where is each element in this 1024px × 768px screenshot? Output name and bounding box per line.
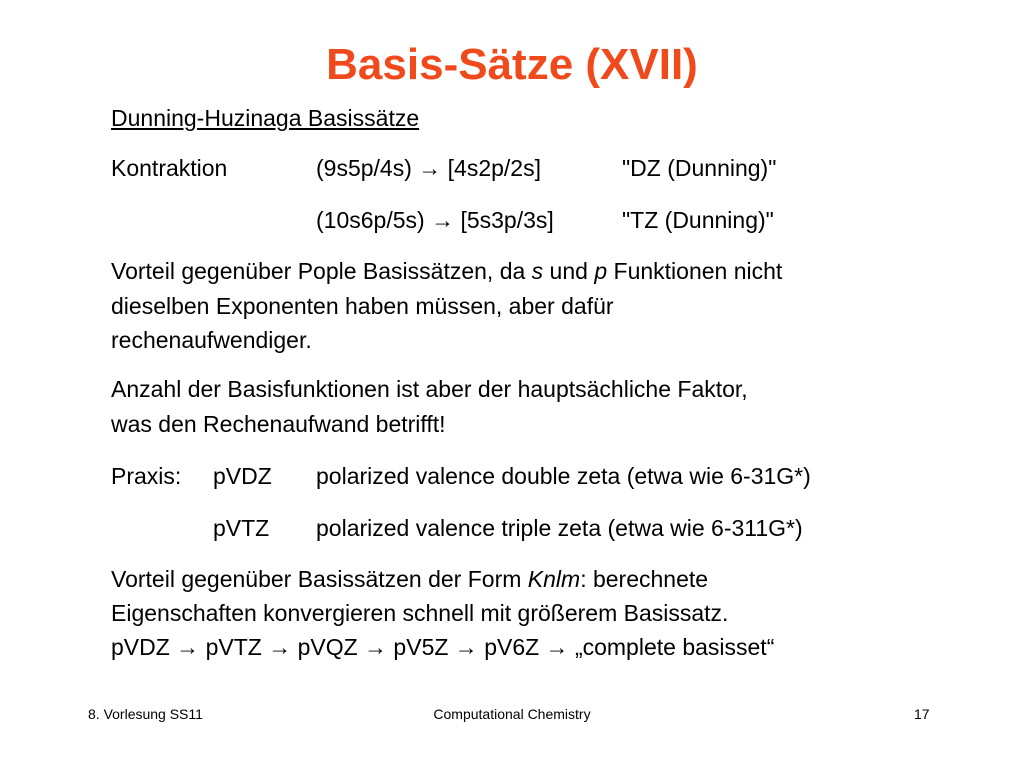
kontraktion-from: (10s6p/5s) xyxy=(316,207,425,233)
praxis-abbr-1: pVDZ xyxy=(213,463,272,489)
vorteil1-line3: rechenaufwendiger. xyxy=(111,327,312,353)
vorteil1-line2: dieselben Exponenten haben müssen, aber dafür xyxy=(111,293,614,319)
arrow-icon: → xyxy=(431,207,455,233)
vorteil2-line3: pVDZ → pVTZ → pVQZ → pV5Z → pV6Z → „complete basisset“ xyxy=(111,634,775,660)
text-run: Vorteil gegenüber Pople Basissätzen, da xyxy=(111,258,532,284)
vorteil1-line1 xyxy=(111,257,782,285)
kontraktion-row-1 xyxy=(316,154,541,182)
italic-p: p xyxy=(594,258,608,284)
praxis-abbr-2: pVTZ xyxy=(213,515,270,541)
kontraktion-row-2 xyxy=(316,206,554,234)
praxis-desc-2: polarized valence triple zeta (etwa wie 6-311G*) xyxy=(316,515,803,541)
praxis-label: Praxis: xyxy=(111,463,182,489)
text-run: : berechnete xyxy=(580,566,709,592)
vorteil2-line1 xyxy=(111,565,708,593)
kontraktion-label: Kontraktion xyxy=(111,155,228,181)
anzahl-line1: Anzahl der Basisfunktionen ist aber der hauptsächliche Faktor, xyxy=(111,376,748,402)
kontraktion-to: [5s3p/3s] xyxy=(460,207,554,233)
vorteil2-line2: Eigenschaften konvergieren schnell mit größerem Basissatz. xyxy=(111,600,729,626)
text-run: Funktionen nicht xyxy=(607,258,783,284)
italic-s: s xyxy=(531,258,544,284)
footer-page-number: 17 xyxy=(914,706,930,722)
praxis-desc-1: polarized valence double zeta (etwa wie 6-31G*) xyxy=(316,463,811,489)
slide-title: Basis-Sätze (XVII) xyxy=(326,40,698,89)
anzahl-line2: was den Rechenaufwand betrifft! xyxy=(111,411,446,437)
kontraktion-from: (9s5p/4s) xyxy=(316,155,412,181)
text-run: und xyxy=(543,258,595,284)
section-heading: Dunning-Huzinaga Basissätze xyxy=(111,105,420,131)
kontraktion-to: [4s2p/2s] xyxy=(447,155,541,181)
arrow-icon: → xyxy=(418,155,442,181)
text-run: Vorteil gegenüber Basissätzen der Form xyxy=(111,566,528,592)
kontraktion-name-2: "TZ (Dunning)" xyxy=(622,207,774,233)
kontraktion-name-1: "DZ (Dunning)" xyxy=(622,155,777,181)
footer-course: Computational Chemistry xyxy=(433,706,591,722)
italic-knlm: Knlm xyxy=(527,566,581,592)
footer-lecture: 8. Vorlesung SS11 xyxy=(88,706,203,722)
